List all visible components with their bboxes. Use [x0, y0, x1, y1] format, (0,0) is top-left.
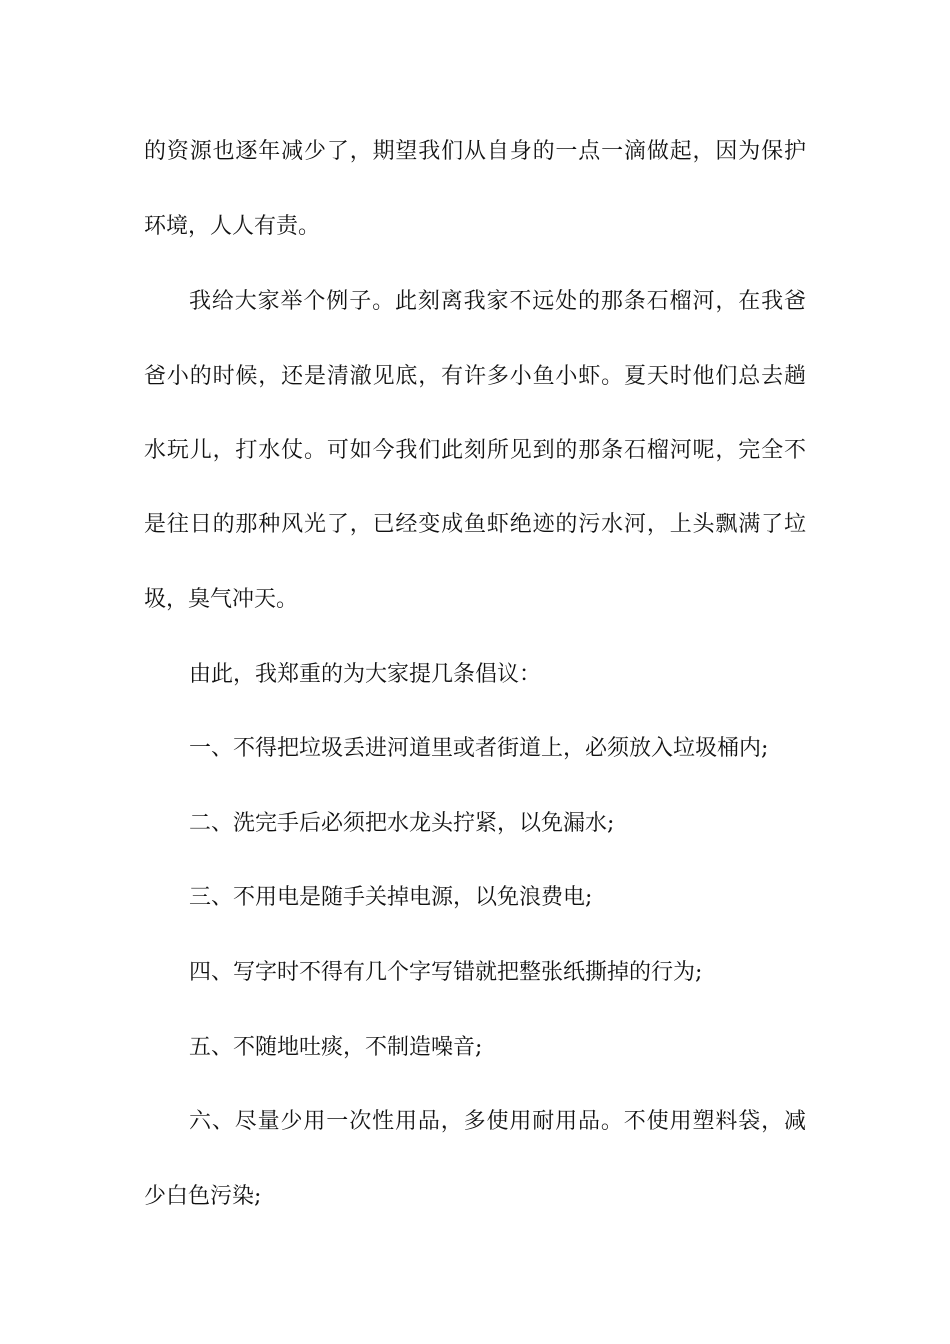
paragraph-example-line-4: 是往日的那种风光了，已经变成鱼虾绝迹的污水河，上头飘满了垃 — [144, 512, 806, 537]
paragraph-intro-line-2: 环境，人人有责。 — [144, 214, 321, 239]
paragraph-intro-line-1: 的资源也逐年减少了，期望我们从自身的一点一滴做起，因为保护 — [144, 139, 806, 164]
proposal-item-4: 四、写字时不得有几个字写错就把整张纸撕掉的行为; — [189, 960, 703, 985]
paragraph-example-line-5: 圾，臭气冲天。 — [144, 587, 299, 612]
proposal-item-3: 三、不用电是随手关掉电源，以免浪费电; — [189, 885, 593, 910]
paragraph-example-line-3: 水玩儿，打水仗。可如今我们此刻所见到的那条石榴河呢，完全不 — [144, 438, 806, 463]
paragraph-proposal-intro: 由此，我郑重的为大家提几条倡议： — [189, 662, 542, 687]
proposal-item-6-line-2: 少白色污染; — [144, 1184, 262, 1209]
paragraph-example-line-1: 我给大家举个例子。此刻离我家不远处的那条石榴河，在我爸 — [189, 289, 806, 314]
paragraph-example-line-2: 爸小的时候，还是清澈见底，有许多小鱼小虾。夏天时他们总去趟 — [144, 364, 806, 389]
proposal-item-6-line-1: 六、尽量少用一次性用品，多使用耐用品。不使用塑料袋，减 — [189, 1109, 806, 1134]
proposal-item-2: 二、洗完手后必须把水龙头拧紧，以免漏水; — [189, 811, 615, 836]
proposal-item-5: 五、不随地吐痰，不制造噪音; — [189, 1035, 483, 1060]
proposal-item-1: 一、不得把垃圾丢进河道里或者街道上，必须放入垃圾桶内; — [189, 736, 769, 761]
